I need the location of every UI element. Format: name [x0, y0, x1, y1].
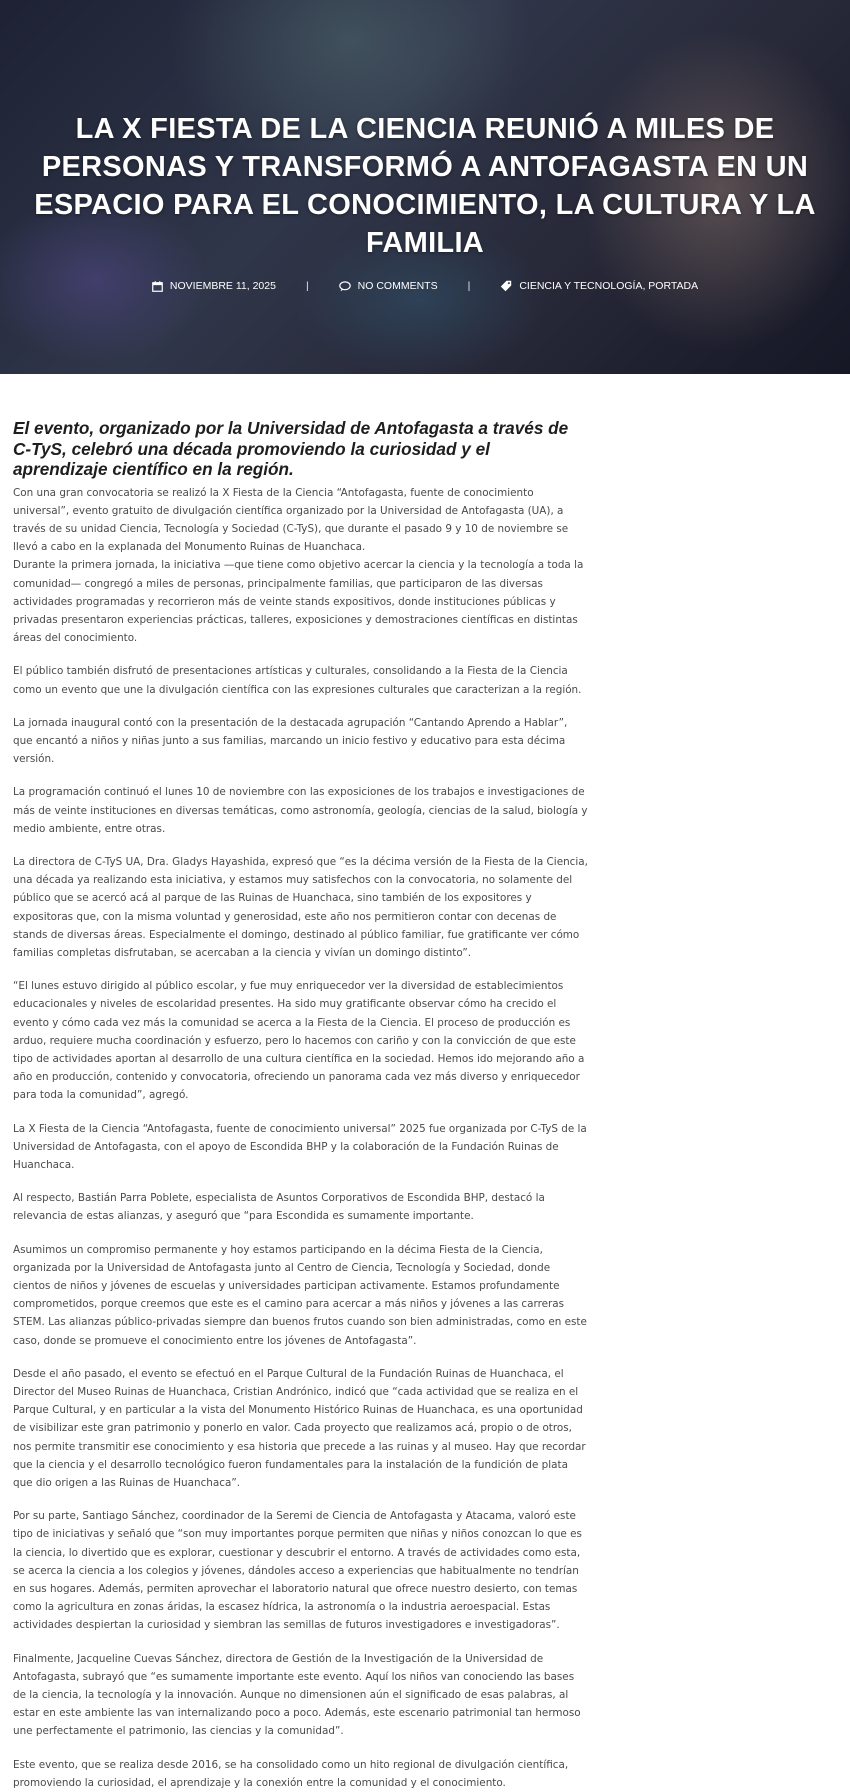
article-paragraph: El público también disfrutó de presentaciones artísticas y culturales, consolidando a la Fiesta de la Ciencia como un evento que une la divulgación científica con las expresiones culturales que caracterizan a la región. — [13, 665, 582, 696]
post-categories[interactable] — [500, 280, 698, 292]
meta-separator: | — [305, 280, 309, 292]
article-lead: El evento, organizado por la Universidad de Antofagasta a través de C-TyS, celebró una década promoviendo la curiosidad y el aprendizaje científico en la región. — [13, 418, 569, 479]
post-comments-label: NO COMMENTS — [357, 280, 438, 292]
article-paragraph: La programación continuó el lunes 10 de noviembre con las exposiciones de los trabajos e investigaciones de más de veinte instituciones en diversas temáticas, como astronomía, geología, ciencias de la salud, biología y medio ambiente, entre otras. — [13, 786, 588, 835]
comment-icon — [339, 281, 351, 292]
article-title: LA X FIESTA DE LA CIENCIA REUNIÓ A MILES DE PERSONAS Y TRANSFORMÓ A ANTOFAGASTA EN UN ESPACIO PARA EL CONOCIMIENTO, LA CULTURA Y LA FAMILIA — [34, 113, 816, 259]
article-paragraph: La jornada inaugural contó con la presentación de la destacada agrupación “Cantando Aprendo a Hablar”, que encantó a niños y niñas junto a sus familias, marcando un inicio festivo y educativo para esta décima versión. — [13, 716, 568, 766]
article-body — [0, 418, 601, 1792]
meta-separator: | — [467, 280, 471, 292]
article-paragraph: Por su parte, Santiago Sánchez, coordinador de la Seremi de Ciencia de Antofagasta y Atacama, valoró este tipo de iniciativas y señaló que “son muy importantes porque permiten que niñas y niños conozcan lo que es la ciencia, lo divertido que es explorar, cuestionar y descubrir el entorno. A través de actividades como esta, se acerca la ciencia a los colegios y jóvenes, dándoles acceso a experiencias que habitualmente no tendrían en sus hogares. Además, permiten aprovechar el laboratorio natural que ofrece nuestro desierto, con temas como la agricultura en zonas áridas, la escasez hídrica, la astronomía o la industria aeroespacial. Estas actividades despiertan la curiosidad y siembran las semillas de futuros investigadores e investigadoras”. — [13, 1510, 582, 1632]
hero-banner — [0, 0, 850, 374]
article-paragraph: Finalmente, Jacqueline Cuevas Sánchez, directora de Gestión de la Investigación de la Universidad de Antofagasta, subrayó que “es sumamente importante este evento. Aquí los niños van conociendo las bases de la ciencia, la tecnología y la innovación. Aunque no dimensionen aún el significado de esas palabras, al estar en este ambiente las van internalizando poco a poco. Además, este escenario patrimonial tan hermoso une perfectamente el patrimonio, las ciencias y la comunidad”. — [13, 1652, 581, 1738]
post-comments[interactable] — [339, 280, 438, 292]
tag-icon — [500, 280, 512, 292]
article-paragraph: La X Fiesta de la Ciencia “Antofagasta, fuente de conocimiento universal” 2025 fue organizada por C-TyS de la Universidad de Antofagasta, con el apoyo de Escondida BHP y la colaboración de la Fundación Ruinas de Huanchaca. — [13, 1122, 587, 1171]
article-paragraph: Con una gran convocatoria se realizó la X Fiesta de la Ciencia “Antofagasta, fuente de conocimiento universal”, evento gratuito de divulgación científica organizado por la Universidad de Antofagasta (UA), a través de su unidad Ciencia, Tecnología y Sociedad (C-TyS), que durante el pasado 9 y 10 de noviembre se llevó a cabo en la explanada del Monumento Ruinas de Huanchaca. — [13, 486, 569, 554]
calendar-icon — [152, 281, 163, 292]
article-paragraph: La directora de C-TyS UA, Dra. Gladys Hayashida, expresó que “es la décima versión de la Fiesta de la Ciencia, una década ya realizando esta iniciativa, y estamos muy satisfechos con la convocatoria, no solamente del público que se acercó acá al parque de las Ruinas de Huanchaca, sino también de los expositores y expositoras que, con la misma voluntad y generosidad, este año nos permitieron contar con decenas de stands de diversas áreas. Especialmente el domingo, destinado al público familiar, fue gratificante ver cómo familias completas disfrutaban, se acercaban a la ciencia y vivían un domingo distinto”. — [13, 855, 588, 959]
article-paragraph: Durante la primera jornada, la iniciativa —que tiene como objetivo acercar la ciencia y la tecnología a toda la comunidad— congregó a miles de personas, principalmente familias, que participaron de las diversas actividades programadas y recorrieron más de veinte stands expositivos, donde instituciones públicas y privadas presentaron experiencias prácticas, talleres, exposiciones y demostraciones científicas en distintas áreas del conocimiento. — [13, 559, 584, 645]
post-meta — [0, 280, 850, 292]
article-paragraph: “El lunes estuvo dirigido al público escolar, y fue muy enriquecedor ver la diversidad de establecimientos educacionales y niveles de escolaridad presentes. Ha sido muy gratificante observar cómo ha crecido el evento y cómo cada vez más la comunidad se acerca a la Fiesta de la Ciencia. El proceso de producción es arduo, requiere mucha coordinación y esfuerzo, pero lo hacemos con cariño y con la convicción de que este tipo de actividades aportan al desarrollo de una cultura científica en la sociedad. Hemos ido mejorando año a año en producción, contenido y convocatoria, ofreciendo un panorama cada vez más diverso y enriquecedor para toda la comunidad”, agregó. — [13, 980, 585, 1102]
post-date-label: NOVIEMBRE 11, 2025 — [169, 280, 276, 292]
post-date[interactable] — [152, 280, 276, 292]
article-paragraph: Al respecto, Bastián Parra Poblete, especialista de Asuntos Corporativos de Escondida BHP, destacó la relevancia de estas alianzas, y aseguró que “para Escondida es sumamente importante. — [13, 1192, 545, 1223]
article-paragraph: Desde el año pasado, el evento se efectuó en el Parque Cultural de la Fundación Ruinas de Huanchaca, el Director del Museo Ruinas de Huanchaca, Cristian Andrónico, indicó que “cada actividad que se realiza en el Parque Cultural, y en particular a la vista del Monumento Histórico Ruinas de Huanchaca, es una oportunidad de visibilizar este gran patrimonio y ponerlo en valor. Cada proyecto que realizamos acá, propio o de otros, nos permite transmitir ese conocimiento y esa historia que precede a las ruinas y al museo. Hay que recordar que la ciencia y el desarrollo tecnológico fueron fundamentales para la instalación de la fundición de plata que dio origen a las Ruinas de Huanchaca”. — [13, 1367, 586, 1490]
article-paragraph: Este evento, que se realiza desde 2016, se ha consolidado como un hito regional de divulgación científica, promoviendo la curiosidad, el aprendizaje y la conexión entre la comunidad y el conocimiento. — [13, 1758, 569, 1789]
hero-content — [0, 110, 850, 292]
post-categories-label: CIENCIA Y TECNOLOGÍA, PORTADA — [519, 280, 699, 292]
article-paragraph: Asumimos un compromiso permanente y hoy estamos participando en la décima Fiesta de la Ciencia, organizada por la Universidad de Antofagasta junto al Centro de Ciencia, Tecnología y Sociedad, donde cientos de niños y jóvenes de escuelas y universidades participan activamente. Estamos profundamente comprometidos, porque creemos que este es el camino para acercar a más niños y jóvenes a las carreras STEM. Las alianzas público-privadas siempre dan buenos frutos cuando son bien administradas, como en este caso, donde se promueve el conocimiento entre los jóvenes de Antofagasta”. — [13, 1243, 587, 1347]
